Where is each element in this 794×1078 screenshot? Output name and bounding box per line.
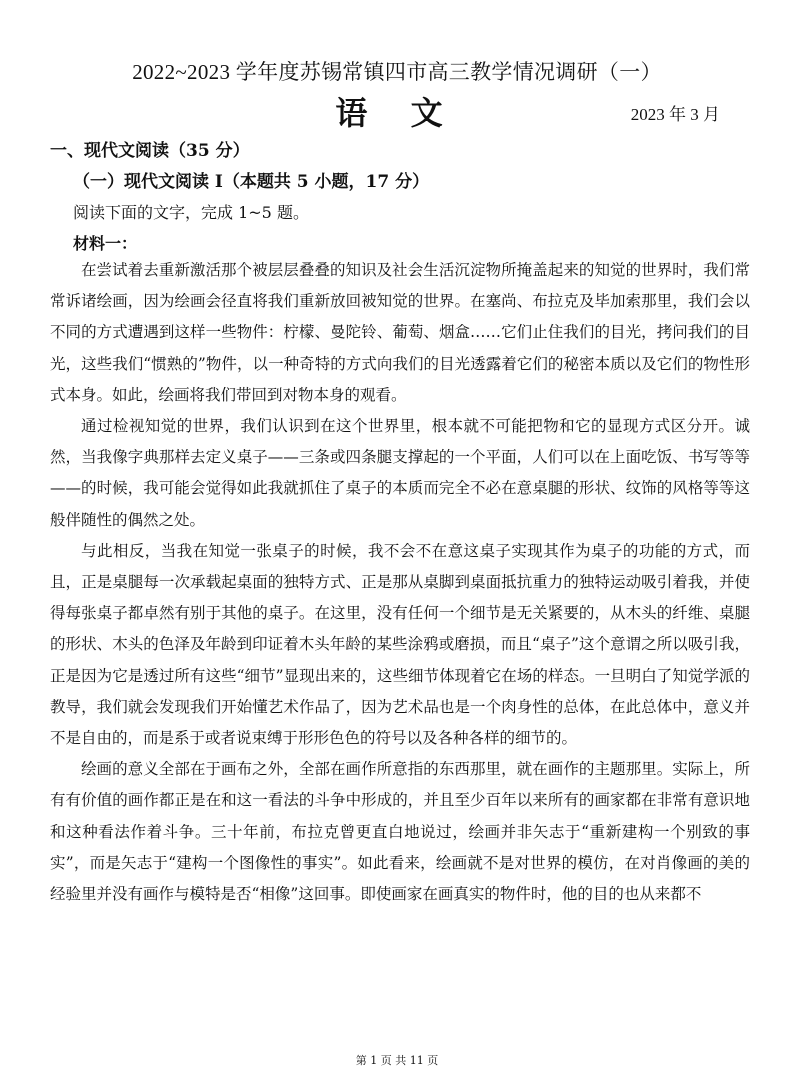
exam-date: 2023 年 3 月	[630, 105, 720, 124]
passage-body	[50, 255, 750, 910]
material-label: 材料一：	[73, 234, 138, 253]
section-heading: 一、现代文阅读（35 分）	[50, 141, 250, 161]
exam-title: 2022~2023 学年度苏锡常镇四市高三教学情况调研（一）	[132, 60, 662, 84]
paragraph-1: 在尝试着去重新激活那个被层层叠叠的知识及社会生活沉淀物所掩盖起来的知觉的世界时，我们常常诉诸绘画，因为绘画会径直将我们重新放回被知觉的世界。在塞尚、布拉克及毕加索那里，我们会以不同的方式遭遇到这样一些物件：柠檬、曼陀铃、葡萄、烟盒……它们止住我们的目光，拷问我们的目光，这些我们“惯熟的”物件，以一种奇特的方式向我们的目光透露着它们的秘密本质以及它们的物性形式本身。如此，绘画将我们带回到对物本身的观看。	[50, 261, 750, 404]
paragraph-2: 通过检视知觉的世界，我们认识到在这个世界里，根本就不可能把物和它的显现方式区分开。诚然，当我像字典那样去定义桌子——三条或四条腿支撑起的一个平面，人们可以在上面吃饭、书写等等——的时候，我可能会觉得如此我就抓住了桌子的本质而完全不必在意桌腿的形状、纹饰的风格等等这般伴随性的偶然之处。	[50, 417, 750, 529]
paragraph-4: 绘画的意义全部在于画布之外，全部在画作所意指的东西那里，就在画作的主题那里。实际上，所有有价值的画作都正是在和这一看法的斗争中形成的，并且至少百年以来所有的画家都在非常有意识地和这种看法作着斗争。三十年前，布拉克曾更直白地说过，绘画并非矢志于“重新建构一个别致的事实”，而是矢志于“建构一个图像性的事实”。如此看来，绘画就不是对世界的模仿，在对肖像画的美的经验里并没有画作与模特是否“相像”这回事。即使画家在画真实的物件时，他的目的也从来都不	[50, 760, 750, 904]
subject-heading: 语 文	[335, 94, 459, 132]
paragraph-3: 与此相反，当我在知觉一张桌子的时候，我不会不在意这桌子实现其作为桌子的功能的方式，而且，正是桌腿每一次承载起桌面的独特方式、正是那从桌脚到桌面抵抗重力的独特运动吸引着我，并使得每张桌子都卓然有别于其他的桌子。在这里，没有任何一个细节是无关紧要的，从木头的纤维、桌腿的形状、木头的色泽及年龄到印证着木头年龄的某些涂鸦或磨损，而且“桌子”这个意谓之所以吸引我，正是因为它是透过所有这些“细节”显现出来的，这些细节体现着它在场的样态。一旦明白了知觉学派的教导，我们就会发现我们开始懂艺术作品了，因为艺术品也是一个肉身性的总体，在此总体中，意义并不是自由的，而是系于或者说束缚于形形色色的符号以及各种各样的细节的。	[50, 541, 750, 748]
page-footer: 第 1 页 共 11 页	[355, 1054, 439, 1067]
subsection-heading: （一）现代文阅读 I（本题共 5 小题，17 分）	[73, 172, 430, 192]
reading-instruction: 阅读下面的文字，完成 1~5 题。	[73, 203, 309, 222]
